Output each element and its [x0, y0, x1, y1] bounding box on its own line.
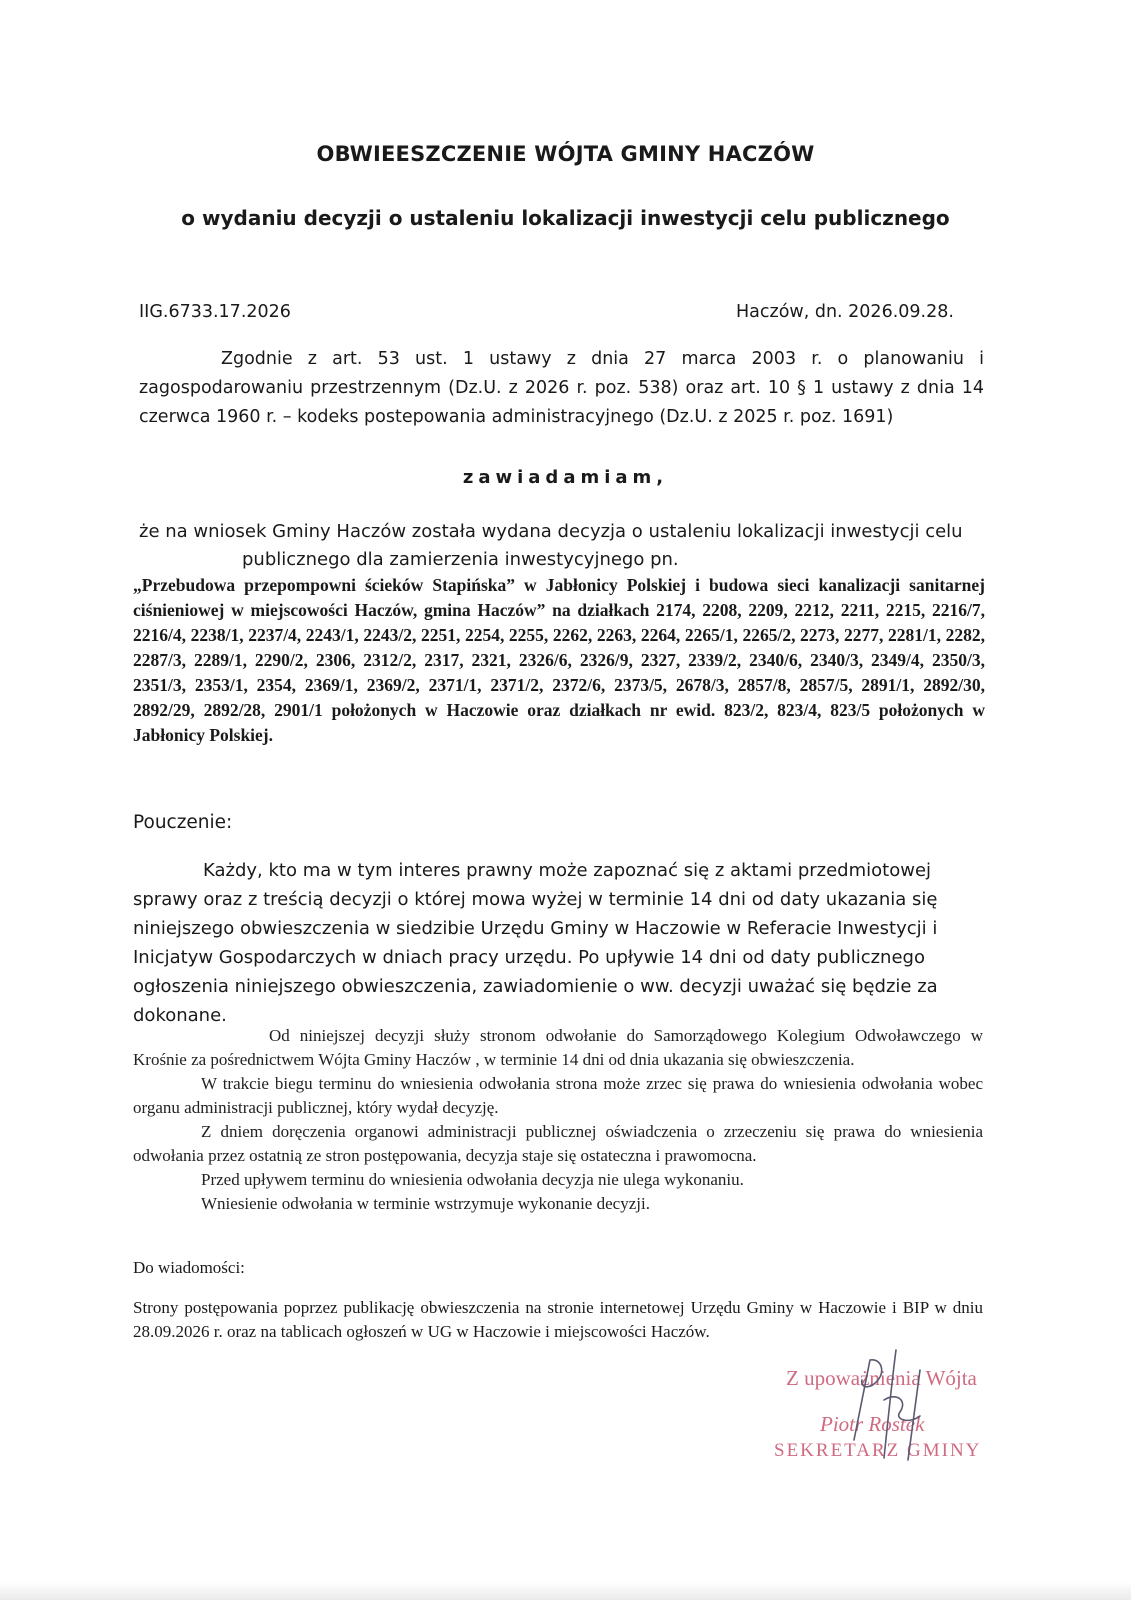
notify-label: Do wiadomości: [133, 1258, 245, 1277]
instruction-paragraph: Każdy, kto ma w tym interes prawny może zapoznać się z aktami przedmiotowej sprawy oraz z treścią decyzji o której mowa wyżej w terminie 14 dni od daty ukazania się niniejszego obwieszczenia w siedzibie Urzędu Gminy w Haczowie w Referacie Inwestycji i Inicjatyw Gospodarczych w dniach pracy urzędu. Po upływie 14 dni od daty publicznego ogłoszenia niniejszego obwieszczenia, zawiadomienie o ww. decyzji uważać się będzie za dokonane. [133, 860, 938, 1026]
place-date: Haczów, dn. 2026.09.28. [736, 302, 954, 322]
notify-paragraph: Strony postępowania poprzez publikację obwieszczenia na stronie internetowej Urzędu Gminy w Haczowie i BIP w dniu 28.09.2026 r. oraz na tablicach ogłoszeń w UG w Haczowie i miejscowości Haczów. [133, 1298, 983, 1341]
stamp-authorization: Z upoważnienia Wójta [786, 1366, 977, 1390]
document-title: OBWIEESZCZENIE WÓJTA GMINY HACZÓW [316, 142, 815, 166]
appeal-notes [133, 1024, 983, 1216]
page-bottom-edge [0, 1582, 1131, 1600]
decision-info-line-2: publicznego dla zamierzenia inwestycyjnego pn. [242, 549, 679, 570]
announcement-word: zawiadamiam, [462, 467, 669, 488]
document-subtitle: o wydaniu decyzji o ustaleniu lokalizacji inwestycji celu publicznego [181, 206, 950, 230]
legal-basis-paragraph: Zgodnie z art. 53 ust. 1 ustawy z dnia 27 marca 2003 r. o planowaniu i zagospodarowaniu przestrzennym (Dz.U. z 2026 r. poz. 538) oraz art. 10 § 1 ustawy z dnia 14 czerwca 1960 r. – kodeks postepowania administracyjnego (Dz.U. z 2025 r. poz. 1691) [139, 349, 984, 427]
appeal-note: Z dniem doręczenia organowi administracji publicznej oświadczenia o zrzeczeniu się prawa do wniesienia odwołania przez ostatnią ze stron postępowania, decyzja staje się ostateczna i prawomocna. [133, 1122, 983, 1165]
appeal-note: Przed upływem terminu do wniesienia odwołania decyzja nie ulega wykonaniu. [201, 1170, 744, 1189]
stamp-position: SEKRETARZ GMINY [774, 1440, 982, 1461]
instruction-label: Pouczenie: [133, 812, 233, 833]
investment-description: „Przebudowa przepompowni ścieków Stapińska” w Jabłonicy Polskiej i budowa sieci kanalizacji sanitarnej ciśnieniowej w miejscowości Haczów, gmina Haczów” na działkach 2174, 2208, 2209, 2212, 2211, 2215, 2216/7, 2216/4, 2238/1, 2237/4, 2243/1, 2243/2, 2251, 2254, 2255, 2262, 2263, 2264, 2265/1, 2265/2, 2273, 2277, 2281/1, 2282, 2287/3, 2289/1, 2290/2, 2306, 2312/2, 2317, 2321, 2326/6, 2326/9, 2327, 2339/2, 2340/6, 2340/3, 2349/4, 2350/3, 2351/3, 2353/1, 2354, 2369/1, 2369/2, 2371/1, 2371/2, 2372/6, 2373/5, 2678/3, 2857/8, 2857/5, 2891/1, 2892/30, 2892/29, 2892/28, 2901/1 położonych w Haczowie oraz działkach nr ewid. 823/2, 823/4, 823/5 położonych w Jabłonicy Polskiej. [133, 575, 985, 745]
handwritten-signature [800, 1340, 980, 1470]
decision-info-line-1: że na wniosek Gminy Haczów została wydana decyzja o ustaleniu lokalizacji inwestycji celu [139, 521, 963, 542]
appeal-note: Wniesienie odwołania w terminie wstrzymuje wykonanie decyzji. [201, 1194, 650, 1213]
appeal-note: W trakcie biegu terminu do wniesienia odwołania strona może zrzec się prawa do wniesienia odwołania wobec organu administracji publicznej, który wydał decyzję. [133, 1074, 983, 1117]
stamp-name: Piotr Rostek [820, 1412, 925, 1436]
appeal-note: Od niniejszej decyzji służy stronom odwołanie do Samorządowego Kolegium Odwoławczego w Krośnie za pośrednictwem Wójta Gminy Haczów , w terminie 14 dni od dnia ukazania się obwieszczenia. [133, 1026, 983, 1069]
reference-number: IIG.6733.17.2026 [139, 302, 291, 322]
